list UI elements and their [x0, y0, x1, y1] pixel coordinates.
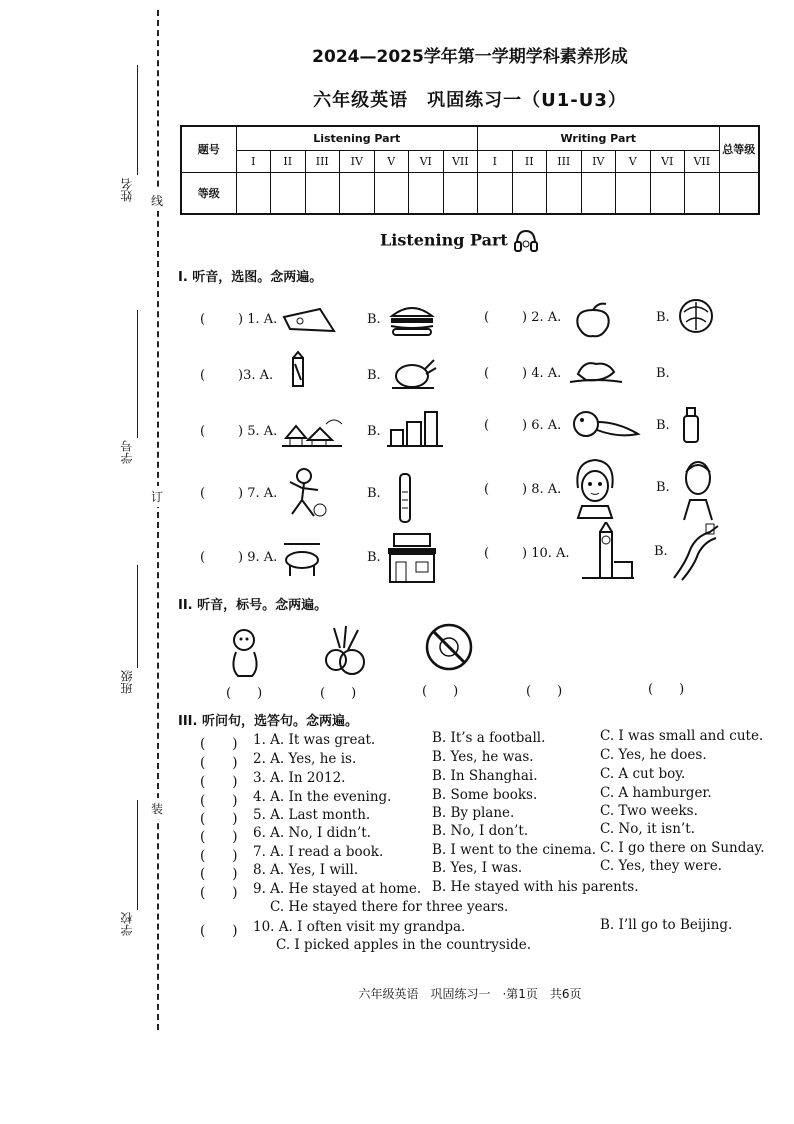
milk-carton-icon: [290, 350, 306, 388]
city-icon: [385, 404, 445, 450]
item-number: ) 1. A.: [238, 312, 278, 327]
item-number: ) 7. A.: [238, 486, 278, 501]
grade-cell[interactable]: [616, 172, 651, 214]
binding-char-line: 线: [151, 190, 163, 211]
answer-paren[interactable]: (: [200, 312, 206, 327]
option-a: 5. A. Last month.: [253, 807, 371, 823]
item-number: ) 5. A.: [238, 424, 278, 439]
shop-icon: [384, 532, 440, 584]
total-grade-label: 总等级: [719, 126, 759, 172]
numeral-cell: II: [512, 150, 547, 172]
answer-paren[interactable]: (: [484, 366, 490, 381]
answer-paren[interactable]: ( ): [226, 686, 263, 701]
binding-char-staple: 订: [151, 486, 163, 507]
grade-cell[interactable]: [236, 172, 271, 214]
option-a: 9. A. He stayed at home.: [253, 881, 422, 897]
option-b: B. I’ll go to Beijing.: [600, 917, 733, 933]
hamburger-icon: [388, 300, 436, 338]
running-girl-icon: [284, 466, 328, 522]
answer-paren[interactable]: (: [484, 482, 490, 497]
baby-icon: [226, 624, 266, 680]
binding-dashed-line: [157, 10, 159, 1030]
answer-paren[interactable]: (: [484, 418, 490, 433]
answer-paren[interactable]: (: [200, 368, 206, 383]
option-b: B. In Shanghai.: [432, 768, 538, 784]
option-b-label: B.: [656, 480, 670, 495]
option-b: B. Yes, he was.: [432, 749, 534, 765]
option-c: C. I go there on Sunday.: [600, 840, 765, 856]
binding-char-bind: 装: [151, 798, 163, 819]
answer-paren[interactable]: ( ): [200, 774, 238, 790]
option-c: C. A hamburger.: [600, 785, 712, 801]
answer-paren[interactable]: ( ): [648, 682, 685, 697]
option-b-label: B.: [367, 312, 381, 327]
student-number-label: 学号: [120, 440, 134, 464]
option-c: C. Yes, he does.: [600, 747, 707, 763]
answer-paren[interactable]: ( ): [526, 684, 563, 699]
village-icon: [278, 410, 346, 450]
grade-cell[interactable]: [374, 172, 409, 214]
item-number: ) 4. A.: [522, 366, 562, 381]
option-b: B. Yes, I was.: [432, 860, 523, 876]
option-c: C. He stayed there for three years.: [270, 899, 509, 915]
cabbage-icon: [676, 296, 716, 336]
great-wall-icon: [670, 522, 722, 582]
numeral-cell: I: [236, 150, 271, 172]
exam-title: 2024—2025学年第一学期学科素养形成: [312, 47, 628, 67]
answer-paren[interactable]: ( ): [200, 866, 238, 882]
numeral-cell: III: [547, 150, 582, 172]
option-b-label: B.: [656, 418, 670, 433]
answer-paren[interactable]: ( ): [422, 684, 459, 699]
bottle-icon: [680, 404, 702, 444]
option-c: C. I was small and cute.: [600, 728, 764, 744]
answer-paren[interactable]: (: [200, 424, 206, 439]
option-a: 3. A. In 2012.: [253, 770, 346, 786]
numeral-cell: VII: [443, 150, 478, 172]
answer-paren[interactable]: ( ): [200, 793, 238, 809]
answer-paren[interactable]: ( ): [200, 923, 238, 939]
item-number: ) 8. A.: [522, 482, 562, 497]
grade-label: 等级: [181, 172, 236, 214]
numeral-cell: I: [478, 150, 513, 172]
grade-cell[interactable]: [581, 172, 616, 214]
answer-paren[interactable]: ( ): [200, 811, 238, 827]
option-a: 1. A. It was great.: [253, 732, 376, 748]
option-b: B. I went to the cinema.: [432, 842, 597, 858]
question-number-label: 题号: [181, 126, 236, 172]
grade-cell[interactable]: [305, 172, 340, 214]
girl-face-icon: [572, 456, 618, 520]
grade-cell[interactable]: [685, 172, 720, 214]
grade-cell[interactable]: [409, 172, 444, 214]
cheese-icon: [280, 303, 338, 335]
grade-cell[interactable]: [512, 172, 547, 214]
item-number: ) 9. A.: [238, 550, 278, 565]
tadpole-icon: [570, 408, 642, 446]
option-b-label: B.: [367, 424, 381, 439]
answer-paren[interactable]: (: [200, 486, 206, 501]
page-footer: 六年级英语 巩固练习一 ·第1页 共6页: [358, 987, 582, 1001]
option-a: 8. A. Yes, I will.: [253, 862, 359, 878]
option-b: B. No, I don’t.: [432, 823, 529, 839]
numeral-cell: IV: [340, 150, 375, 172]
option-b-label: B.: [656, 366, 670, 381]
option-b: B. Some books.: [432, 787, 538, 803]
item-number: ) 6. A.: [522, 418, 562, 433]
answer-paren[interactable]: ( ): [200, 848, 238, 864]
option-c: C. A cut boy.: [600, 766, 686, 782]
answer-paren[interactable]: ( ): [320, 686, 357, 701]
section2-heading: II. 听音，标号。念两遍。: [178, 598, 328, 613]
name-blank[interactable]: [137, 65, 138, 175]
answer-paren[interactable]: (: [200, 550, 206, 565]
class-blank[interactable]: [137, 565, 138, 668]
item-number: )3. A.: [238, 368, 274, 383]
name-label: 姓名: [120, 178, 134, 202]
numeral-cell: VI: [409, 150, 444, 172]
total-grade-cell[interactable]: [719, 172, 759, 214]
student-number-blank[interactable]: [137, 310, 138, 438]
grade-cell[interactable]: [443, 172, 478, 214]
answer-paren[interactable]: (: [484, 546, 490, 561]
option-b: B. It’s a football.: [432, 730, 546, 746]
phone-icon: [396, 472, 414, 524]
duck-icon: [568, 352, 624, 386]
numeral-cell: V: [374, 150, 409, 172]
option-b-label: B.: [656, 310, 670, 325]
option-a: 4. A. In the evening.: [253, 789, 392, 805]
farm-icon: [280, 536, 326, 578]
section1-heading: I. 听音，选图。念两遍。: [178, 270, 323, 285]
option-a: 10. A. I often visit my grandpa.: [253, 919, 466, 935]
grade-cell[interactable]: [478, 172, 513, 214]
option-b-label: B.: [367, 368, 381, 383]
big-ben-icon: [580, 522, 636, 582]
listening-part-title: [380, 228, 580, 254]
option-a: 2. A. Yes, he is.: [253, 751, 357, 767]
school-label: 学校: [120, 912, 134, 936]
option-c: C. Two weeks.: [600, 803, 698, 819]
numeral-cell: V: [616, 150, 651, 172]
option-b-label: B.: [367, 486, 381, 501]
answer-paren[interactable]: (: [484, 310, 490, 325]
option-c: C. No, it isn’t.: [600, 821, 695, 837]
listening-part-header: Listening Part: [236, 126, 478, 150]
grade-cell[interactable]: [271, 172, 306, 214]
option-b-label: B.: [367, 550, 381, 565]
option-b: B. He stayed with his parents.: [432, 879, 639, 895]
numeral-cell: IV: [581, 150, 616, 172]
numeral-cell: III: [305, 150, 340, 172]
answer-paren[interactable]: ( ): [200, 829, 238, 845]
item-number: ) 10. A.: [522, 546, 570, 561]
answer-paren[interactable]: ( ): [200, 885, 238, 901]
option-a: 6. A. No, I didn’t.: [253, 825, 371, 841]
roast-chicken-icon: [388, 352, 438, 392]
listening-part-text: Listening Part: [380, 230, 508, 250]
vegetables-icon: [322, 622, 368, 680]
numeral-cell: VI: [650, 150, 685, 172]
option-c: C. I picked apples in the countryside.: [276, 937, 531, 953]
exam-subtitle: 六年级英语 巩固练习一（U1-U3）: [313, 90, 627, 111]
grade-cell[interactable]: [547, 172, 582, 214]
school-blank[interactable]: [137, 800, 138, 910]
option-b: B. By plane.: [432, 805, 515, 821]
numeral-cell: VII: [685, 150, 720, 172]
writing-part-header: Writing Part: [478, 126, 720, 150]
answer-paren[interactable]: ( ): [200, 736, 238, 752]
grade-cell[interactable]: [340, 172, 375, 214]
option-a: 7. A. I read a book.: [253, 844, 384, 860]
score-table: [180, 125, 760, 215]
option-b-label: B.: [654, 544, 668, 559]
headphones-icon: [513, 228, 539, 254]
numeral-cell: II: [271, 150, 306, 172]
option-c: C. Yes, they were.: [600, 858, 722, 874]
item-number: ) 2. A.: [522, 310, 562, 325]
grade-cell[interactable]: [650, 172, 685, 214]
man-face-icon: [680, 456, 716, 522]
class-label: 班级: [120, 670, 134, 694]
section3-heading: III. 听问句，选答句。念两遍。: [178, 714, 358, 729]
peach-icon: [572, 300, 614, 340]
answer-paren[interactable]: ( ): [200, 755, 238, 771]
no-food-sign-icon: [424, 622, 474, 672]
